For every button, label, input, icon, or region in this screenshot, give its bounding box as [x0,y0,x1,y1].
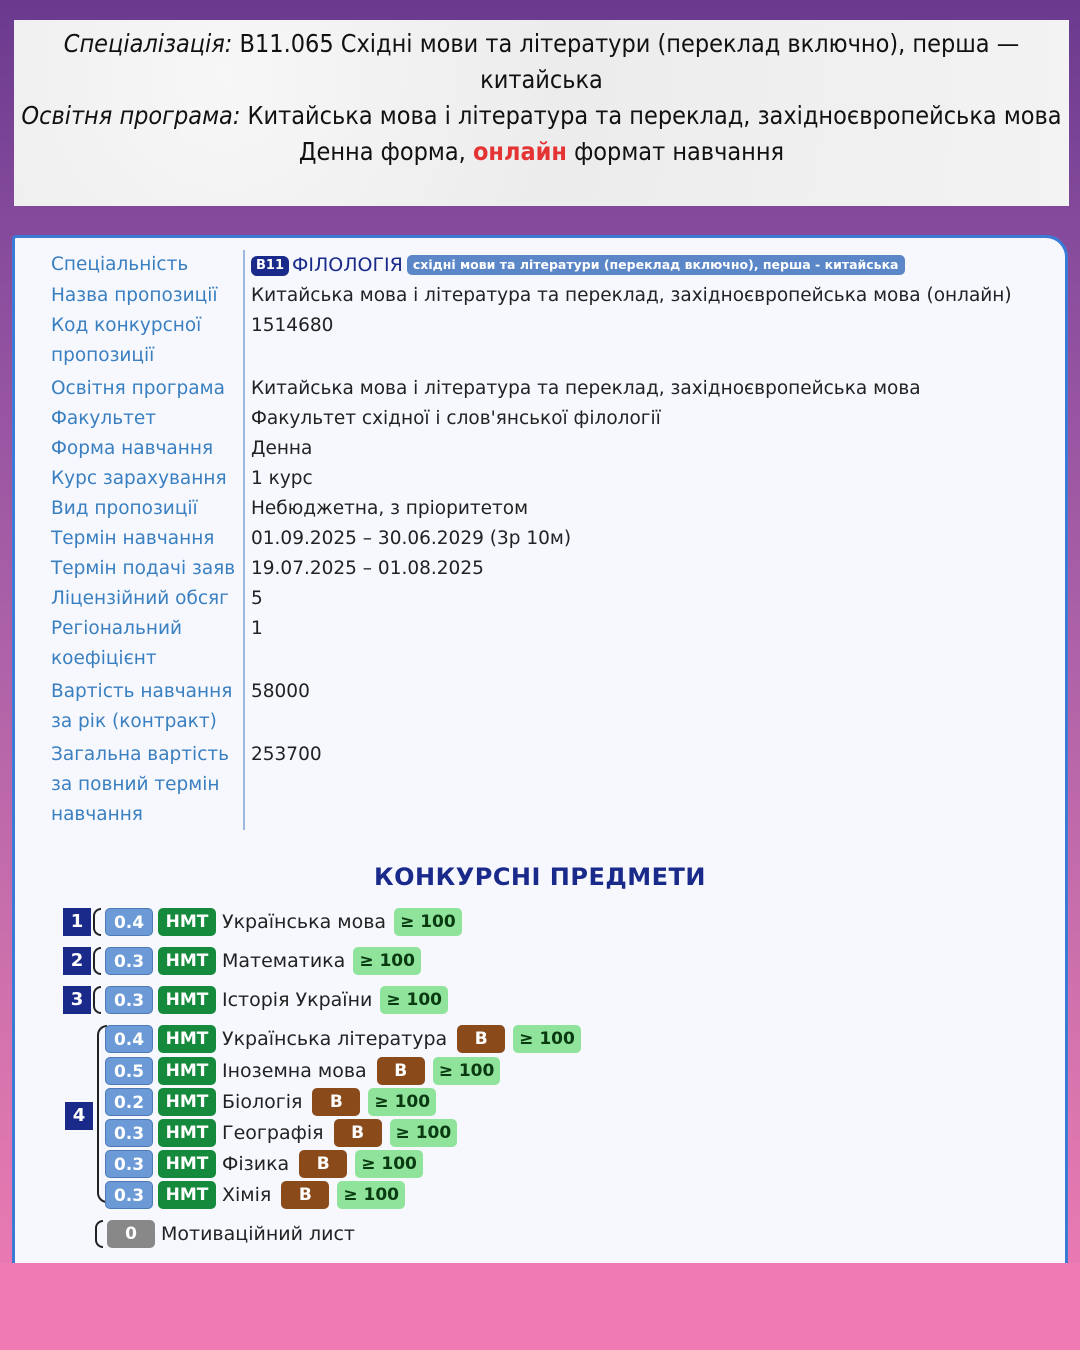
info-value: Факультет східної і слов'янської філології [243,404,1051,434]
min-score-badge: ≥ 100 [433,1057,501,1085]
subjects-title: КОНКУРСНІ ПРЕДМЕТИ [374,863,706,891]
bracket [93,908,101,936]
coef-badge: 0.3 [105,986,153,1014]
info-row [51,311,1051,374]
form-prefix: Денна форма, [298,137,473,166]
min-score-badge: ≥ 100 [390,1119,458,1147]
coef-badge: 0.2 [105,1088,153,1116]
info-row [51,614,1051,677]
specialty-code-badge: B11 [251,256,289,276]
min-score-badge: ≥ 100 [368,1088,436,1116]
info-label: Курс зарахування [51,468,227,489]
bracket [93,986,101,1014]
v-badge: В [457,1025,505,1053]
subject-name: Біологія [222,1091,303,1113]
coef-badge: 0.3 [105,947,153,975]
info-row [51,281,1051,311]
nmt-badge: НМТ [158,1150,216,1178]
info-row [51,740,1051,830]
info-row [51,464,1051,494]
subject-number: 1 [63,908,91,936]
info-label: Спеціальність [51,254,189,275]
motivation-row [93,1219,355,1249]
nmt-badge: НМТ [158,908,216,936]
info-value: 253700 [243,740,1051,830]
info-label: Факультет [51,408,157,429]
nmt-badge: НМТ [158,1025,216,1053]
header-program [14,98,1069,134]
info-value: Китайська мова і література та переклад, західноєвропейська мова [243,374,1051,404]
subject-name: Мотиваційний лист [161,1223,355,1245]
v-badge: В [299,1150,347,1178]
subject-name: Історія України [222,989,373,1011]
coef-badge: 0.4 [105,908,153,936]
spec-label: Спеціалізація: [63,29,233,58]
info-row [51,404,1051,434]
specialty-name: ФІЛОЛОГІЯ [292,254,403,276]
coef-badge: 0.3 [105,1119,153,1147]
info-row [51,554,1051,584]
v-badge: В [312,1088,360,1116]
info-label: Код конкурсної пропозиції [51,315,202,366]
form-online: онлайн [472,137,567,166]
subject-row [63,946,421,976]
info-value: Китайська мова і література та переклад, західноєвропейська мова (онлайн) [243,281,1051,311]
nmt-badge: НМТ [158,1057,216,1085]
subject-row [105,1180,405,1210]
coef-badge: 0.5 [105,1057,153,1085]
info-label: Термін навчання [51,528,215,549]
v-badge: В [377,1057,425,1085]
info-value: Денна [243,434,1051,464]
subject-name: Хімія [222,1184,272,1206]
subject-name: Іноземна мова [222,1060,367,1082]
header-specialization [14,26,1069,98]
info-label: Загальна вартість за повний термін навчання [51,744,230,825]
info-row [51,524,1051,554]
v-badge: В [281,1181,329,1209]
subject-name: Географія [222,1122,324,1144]
info-row [51,374,1051,404]
info-value: 1 курс [243,464,1051,494]
info-label: Ліцензійний обсяг [51,588,229,609]
info-row-specialty [51,250,1051,281]
info-label: Вид пропозиції [51,498,198,519]
program-value: Китайська мова і література та переклад, західноєвропейська мова [240,101,1062,130]
info-row [51,584,1051,614]
offer-card [12,235,1068,1263]
header-banner [14,20,1069,206]
info-value: 58000 [243,677,1051,740]
subject-row [105,1024,581,1054]
coef-badge: 0 [107,1220,155,1248]
min-score-badge: ≥ 100 [337,1181,405,1209]
info-value: 5 [243,584,1051,614]
subject-row [105,1056,500,1086]
subject-row [105,1118,457,1148]
info-value: 1 [243,614,1051,677]
info-label: Форма навчання [51,438,214,459]
subject-row [105,1149,423,1179]
subject-number: 4 [65,1102,93,1130]
info-label: Вартість навчання за рік (контракт) [51,681,233,732]
info-row [51,677,1051,740]
subject-name: Українська література [222,1028,448,1050]
bracket [95,1220,103,1248]
min-score-badge: ≥ 100 [353,947,421,975]
nmt-badge: НМТ [158,1088,216,1116]
nmt-badge: НМТ [158,986,216,1014]
info-label: Освітня програма [51,378,225,399]
info-value: 01.09.2025 – 30.06.2029 (3р 10м) [243,524,1051,554]
nmt-badge: НМТ [158,947,216,975]
info-value: 1514680 [243,311,1051,374]
v-badge: В [334,1119,382,1147]
min-score-badge: ≥ 100 [380,986,448,1014]
coef-badge: 0.3 [105,1150,153,1178]
info-label: Назва пропозиції [51,285,218,306]
min-score-badge: ≥ 100 [513,1025,581,1053]
coef-badge: 0.4 [105,1025,153,1053]
info-row [51,434,1051,464]
subject-row [63,907,462,937]
info-label: Термін подачі заяв [51,558,236,579]
min-score-badge: ≥ 100 [394,908,462,936]
subject-name: Українська мова [222,911,387,933]
subject-name: Фізика [222,1153,290,1175]
header-form [14,134,1069,170]
info-value [243,250,1051,281]
program-label: Освітня програма: [21,101,241,130]
info-value: Небюджетна, з пріоритетом [243,494,1051,524]
bottom-band [0,1263,1080,1350]
info-table [51,250,1051,830]
spec-value: В11.065 Східні мови та літератури (переклад включно), перша — китайська [232,29,1020,94]
coef-badge: 0.3 [105,1181,153,1209]
subject-row [105,1087,436,1117]
form-suffix: формат навчання [566,137,785,166]
min-score-badge: ≥ 100 [355,1150,423,1178]
info-value: 19.07.2025 – 01.08.2025 [243,554,1051,584]
nmt-badge: НМТ [158,1119,216,1147]
bracket [93,947,101,975]
subject-number: 2 [63,947,91,975]
info-label: Регіональний коефіцієнт [51,618,183,669]
specialty-tag: східні мови та літератури (переклад включно), перша - китайська [407,255,905,275]
subject-name: Математика [222,950,346,972]
nmt-badge: НМТ [158,1181,216,1209]
subject-row [63,985,448,1015]
subject-number: 3 [63,986,91,1014]
info-row [51,494,1051,524]
